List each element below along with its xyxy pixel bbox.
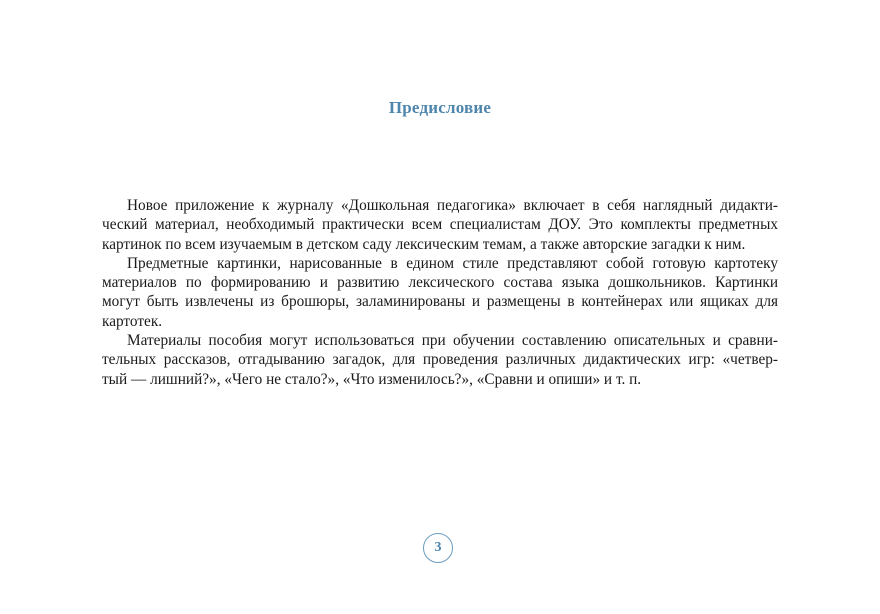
text-line: могут быть извлечены из брошюры, заламинированы и размещены в контейнерах или ящиках для <box>102 293 778 311</box>
text-line: картинок по всем изучаемым в детском саду лексическим темам, а также авторские загадки к ним. <box>102 235 746 253</box>
text-line: материалов по формированию и развитию лексического состава языка дошкольников. Картинки <box>102 274 778 292</box>
text-line: Предметные картинки, нарисованные в едином стиле представляют собой готовую картотеку <box>127 254 778 272</box>
text-line: Новое приложение к журналу «Дошкольная педагогика» включает в себя наглядный дидакти- <box>127 197 778 214</box>
text-line: картотек. <box>102 312 163 330</box>
paragraph <box>102 331 778 389</box>
page-title: Предисловие <box>388 98 492 117</box>
body-text <box>102 196 778 389</box>
text-line: ческий материал, необходимый практически всем специалистам ДОУ. Это комплекты предметных <box>102 216 778 234</box>
paragraph <box>102 196 778 254</box>
text-line: Материалы пособия могут использоваться при обучении составлению описательных и сравни- <box>127 332 778 350</box>
text-line: тый — лишний?», «Чего не стало?», «Что изменилось?», «Сравни и опиши» и т. п. <box>102 370 642 388</box>
page-number-badge: 3 <box>423 533 453 563</box>
text-line: тельных рассказов, отгадыванию загадок, для проведения различных дидактических игр: «четвер- <box>102 351 778 369</box>
paragraph <box>102 254 778 331</box>
